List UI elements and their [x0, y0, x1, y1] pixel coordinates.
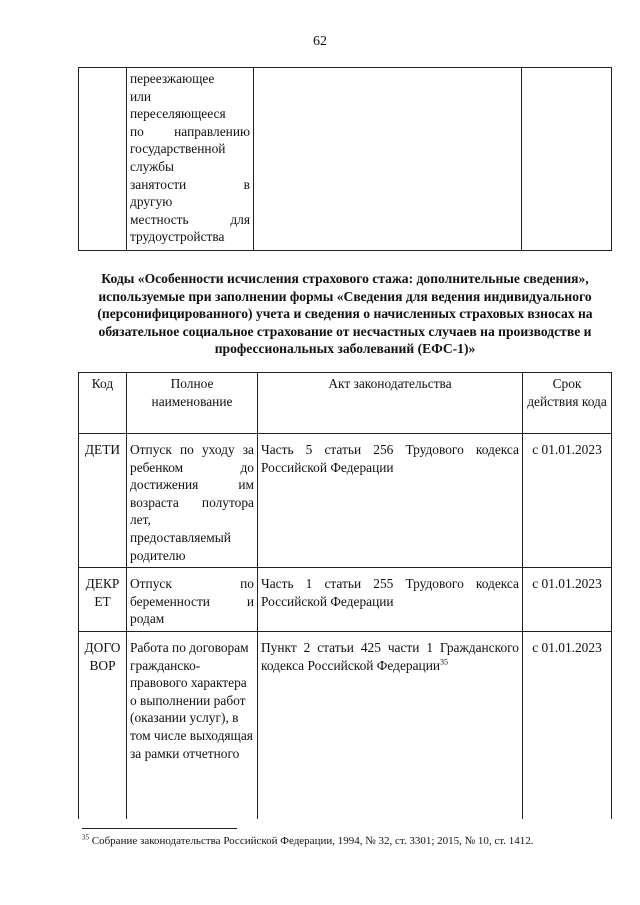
row-name: Работа по договорам гражданско-правового характера о выполнении работ (оказании услуг), в том числе выходящая за рамки отчетного [127, 632, 258, 820]
cont-line: или [130, 88, 152, 104]
table-row [79, 632, 612, 820]
footnote-text: Собрание законодательства Российской Федерации, 1994, № 32, ст. 3301; 2015, № 10, ст. 1412. [91, 835, 534, 847]
cont-line: трудоустройства [130, 229, 225, 245]
page-number: 62 [313, 34, 327, 49]
footnote-number: 35 [82, 833, 89, 842]
cont-line: местность для [130, 211, 250, 227]
cont-line: занятости в [130, 176, 250, 192]
header-code: Код [79, 373, 127, 434]
row-code: ДОГОВОР [79, 632, 127, 820]
cont-line: переезжающее [130, 71, 215, 86]
row-act: Часть 1 статьи 255 Трудового кодекса Российской Федерации [258, 568, 523, 632]
cont-term-cell [522, 68, 612, 251]
cont-name-cell [127, 68, 254, 251]
footnote-ref: 35 [440, 657, 449, 667]
continuation-table [78, 67, 612, 251]
row-act-text: Пункт 2 статьи 425 части 1 Гражданского кодекса Российской Федерации [261, 640, 519, 673]
table-header-row [79, 373, 612, 434]
cont-act-cell [254, 68, 522, 251]
row-term: с 01.01.2023 [523, 632, 612, 820]
row-term: с 01.01.2023 [523, 434, 612, 568]
row-code: ДЕТИ [79, 434, 127, 568]
section-heading: Коды «Особенности исчисления страхового стажа: дополнительные сведения», используемые при заполнении формы «Сведения для ведения индивидуального (персонифицированного) учета и сведения о начисленных страховых взносах на обязательное социальное страхование от несчастных случаев на производстве и профессиональных заболеваний (ЕФС-1)» [97, 271, 593, 357]
header-name: Полное наименование [127, 373, 258, 434]
table-row [79, 434, 612, 568]
cont-line: государственной [130, 141, 226, 157]
cont-line: по направлению [130, 123, 250, 139]
header-act: Акт законодательства [258, 373, 523, 434]
row-code: ДЕКРЕТ [79, 568, 127, 632]
cont-lines [130, 70, 250, 246]
cont-line: службы [130, 158, 175, 174]
cont-code-cell [79, 68, 127, 251]
footnote-divider [82, 828, 237, 829]
table-row [79, 568, 612, 632]
row-term: с 01.01.2023 [523, 568, 612, 632]
cont-line: переселяющееся [130, 106, 226, 122]
footnote [82, 834, 622, 848]
header-term: Срок действия кода [523, 373, 612, 434]
row-act [258, 632, 523, 820]
row-name: Отпуск по уходу за ребенком до достижения им возраста полутора лет, предоставляемый родителю [127, 434, 258, 568]
codes-table [78, 372, 612, 819]
cont-line: другую [130, 194, 173, 210]
row-name: Отпуск по беременности и родам [127, 568, 258, 632]
row-act: Часть 5 статьи 256 Трудового кодекса Российской Федерации [258, 434, 523, 568]
